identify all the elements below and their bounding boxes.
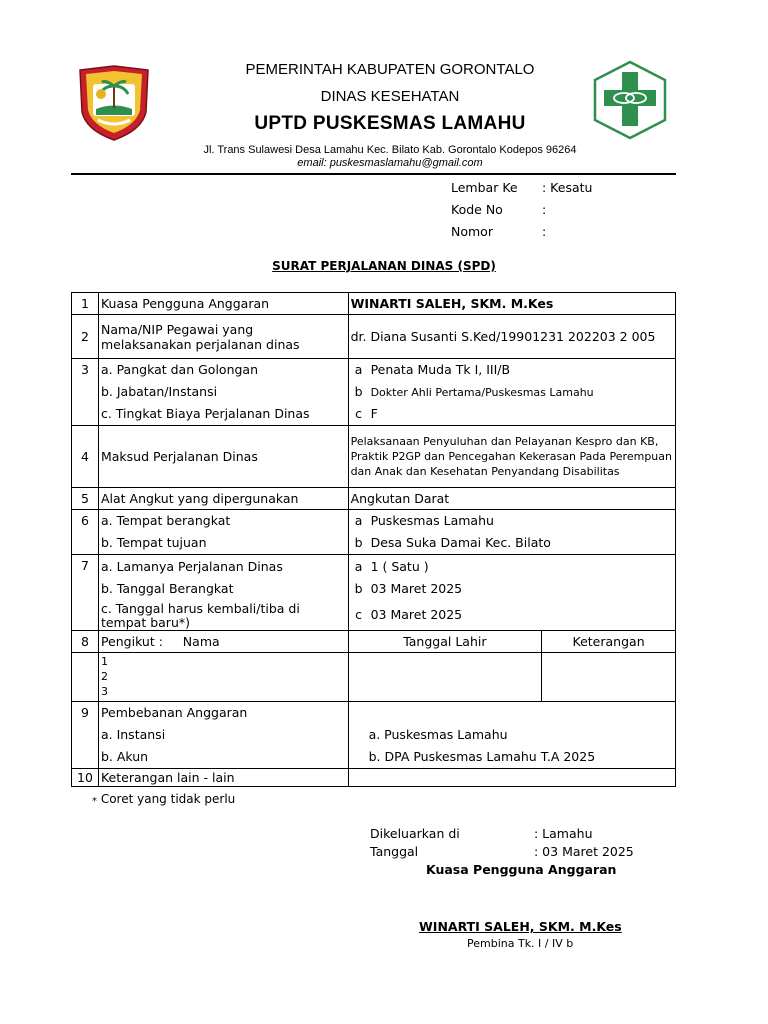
row-value-group	[348, 510, 675, 555]
value-letter: a	[354, 513, 363, 528]
row-value: WINARTI SALEH, SKM. M.Kes	[348, 293, 675, 315]
row-number: 6	[72, 510, 99, 555]
row-number: 5	[72, 488, 99, 510]
header-department: DINAS KESEHATAN	[320, 88, 460, 105]
value-a: Penata Muda Tk I, III/B	[370, 362, 511, 377]
companion-remarks-cell	[542, 653, 676, 702]
row-label-group	[98, 555, 348, 631]
row-label: Maksud Perjalanan Dinas	[98, 426, 348, 488]
meta-kode-label: Kode No	[451, 202, 503, 217]
document-title-text: SURAT PERJALANAN DINAS (SPD)	[272, 259, 496, 273]
row-number: 2	[72, 315, 99, 359]
value-a: 1 ( Satu )	[370, 558, 429, 574]
row-label-group	[98, 510, 348, 555]
row-label: Pengikut : Nama	[98, 631, 348, 653]
column-birthdate: Tanggal Lahir	[348, 631, 542, 653]
header-institution: UPTD PUSKESMAS LAMAHU	[254, 113, 526, 134]
row-label-a: a. Tempat berangkat	[100, 513, 231, 528]
date-label: Tanggal	[370, 844, 419, 859]
row-number: 3	[72, 359, 99, 426]
meta-nomor-value: :	[542, 224, 547, 239]
footnote	[92, 792, 235, 807]
row-value-group	[348, 702, 675, 769]
header-address: Jl. Trans Sulawesi Desa Lamahu Kec. Bilato Kab. Gorontalo Kodepos 96264	[203, 144, 577, 156]
issued-label: Dikeluarkan di	[370, 826, 460, 841]
value-letter: b	[354, 535, 363, 550]
row-value-group	[348, 555, 675, 631]
value-letter: b	[354, 580, 363, 596]
row-label: Nama/NIP Pegawai yang melaksanakan perjalanan dinas	[98, 315, 348, 359]
row-number-empty	[72, 653, 99, 702]
column-remarks: Keterangan	[542, 631, 676, 653]
table-row	[72, 653, 676, 702]
row-label-b: b. Tanggal Berangkat	[100, 580, 234, 596]
row-label-a: a. Instansi	[100, 727, 166, 742]
table-row	[72, 359, 676, 426]
row-value: Angkutan Darat	[348, 488, 675, 510]
value-b: 03 Maret 2025	[370, 580, 463, 596]
value-letter: a	[354, 362, 363, 377]
row-value-group	[348, 359, 675, 426]
companion-3: 3	[100, 685, 108, 698]
signatory-name: WINARTI SALEH, SKM. M.Kes	[419, 919, 622, 934]
row-label-group	[98, 359, 348, 426]
value-letter: c	[355, 406, 363, 421]
row-label-b: b. Jabatan/Instansi	[100, 384, 218, 399]
document-title	[0, 259, 768, 273]
row-label: Pembebanan Anggaran	[100, 705, 248, 720]
footnote-star: *	[92, 796, 97, 807]
row-label: Keterangan lain - lain	[98, 769, 348, 787]
table-row	[72, 631, 676, 653]
meta-lembar-label: Lembar Ke	[451, 180, 518, 195]
header-divider	[71, 173, 676, 175]
table-row	[72, 555, 676, 631]
companion-birthdate-cell	[348, 653, 542, 702]
value-a: a. Puskesmas Lamahu	[368, 727, 508, 742]
value-a: Puskesmas Lamahu	[370, 513, 494, 528]
value-b: Desa Suka Damai Kec. Bilato	[370, 535, 551, 550]
value-c: F	[370, 406, 378, 421]
companion-list	[98, 653, 348, 702]
date-value: : 03 Maret 2025	[534, 844, 634, 859]
meta-kode-value: :	[542, 202, 547, 217]
row-label-b: b. Tempat tujuan	[100, 535, 207, 550]
row-number: 1	[72, 293, 99, 315]
table-row	[72, 426, 676, 488]
row-value: Pelaksanaan Penyuluhan dan Pelayanan Kespro dan KB, Praktik P2GP dan Pencegahan Kekerasan Pada Perempuan dan Anak dan Kesehatan Penyandang Disabilitas	[348, 426, 675, 488]
row-number: 4	[72, 426, 99, 488]
value-c: 03 Maret 2025	[370, 606, 463, 622]
row-number: 10	[72, 769, 99, 787]
table-row	[72, 315, 676, 359]
row-label-a: a. Lamanya Perjalanan Dinas	[100, 558, 283, 574]
meta-nomor-label: Nomor	[451, 224, 493, 239]
value-letter: a	[354, 558, 363, 574]
table-row	[72, 510, 676, 555]
signatory-role: Kuasa Pengguna Anggaran	[426, 862, 617, 877]
row-label-group	[98, 702, 348, 769]
row-number: 9	[72, 702, 99, 769]
row-value: dr. Diana Susanti S.Ked/19901231 202203 2 005	[348, 315, 675, 359]
row-label-a: a. Pangkat dan Golongan	[100, 362, 259, 377]
value-b: b. DPA Puskesmas Lamahu T.A 2025	[368, 749, 596, 764]
row-label: Kuasa Pengguna Anggaran	[98, 293, 348, 315]
signatory-rank: Pembina Tk. I / IV b	[467, 937, 574, 950]
row-number: 8	[72, 631, 99, 653]
row-label-b: b. Akun	[100, 749, 149, 764]
companion-1: 1	[100, 655, 108, 668]
spd-table	[71, 292, 676, 787]
table-row	[72, 293, 676, 315]
footnote-text: Coret yang tidak perlu	[100, 792, 236, 806]
table-row	[72, 702, 676, 769]
table-row	[72, 769, 676, 787]
row-label-c: c. Tingkat Biaya Perjalanan Dinas	[100, 406, 310, 421]
header-email: email: puskesmaslamahu@gmail.com	[297, 157, 483, 169]
row-number: 7	[72, 555, 99, 631]
value-letter: b	[354, 384, 363, 399]
meta-lembar-value: : Kesatu	[542, 180, 593, 195]
issued-value: : Lamahu	[534, 826, 593, 841]
row-label: Alat Angkut yang dipergunakan	[98, 488, 348, 510]
row-label-c: c. Tanggal harus kembali/tiba di tempat baru*)	[100, 600, 300, 630]
row-value	[348, 769, 675, 787]
value-b: Dokter Ahli Pertama/Puskesmas Lamahu	[370, 386, 594, 399]
value-letter: c	[355, 606, 363, 622]
table-row	[72, 488, 676, 510]
header-government: PEMERINTAH KABUPATEN GORONTALO	[245, 61, 535, 78]
companion-2: 2	[100, 670, 108, 683]
